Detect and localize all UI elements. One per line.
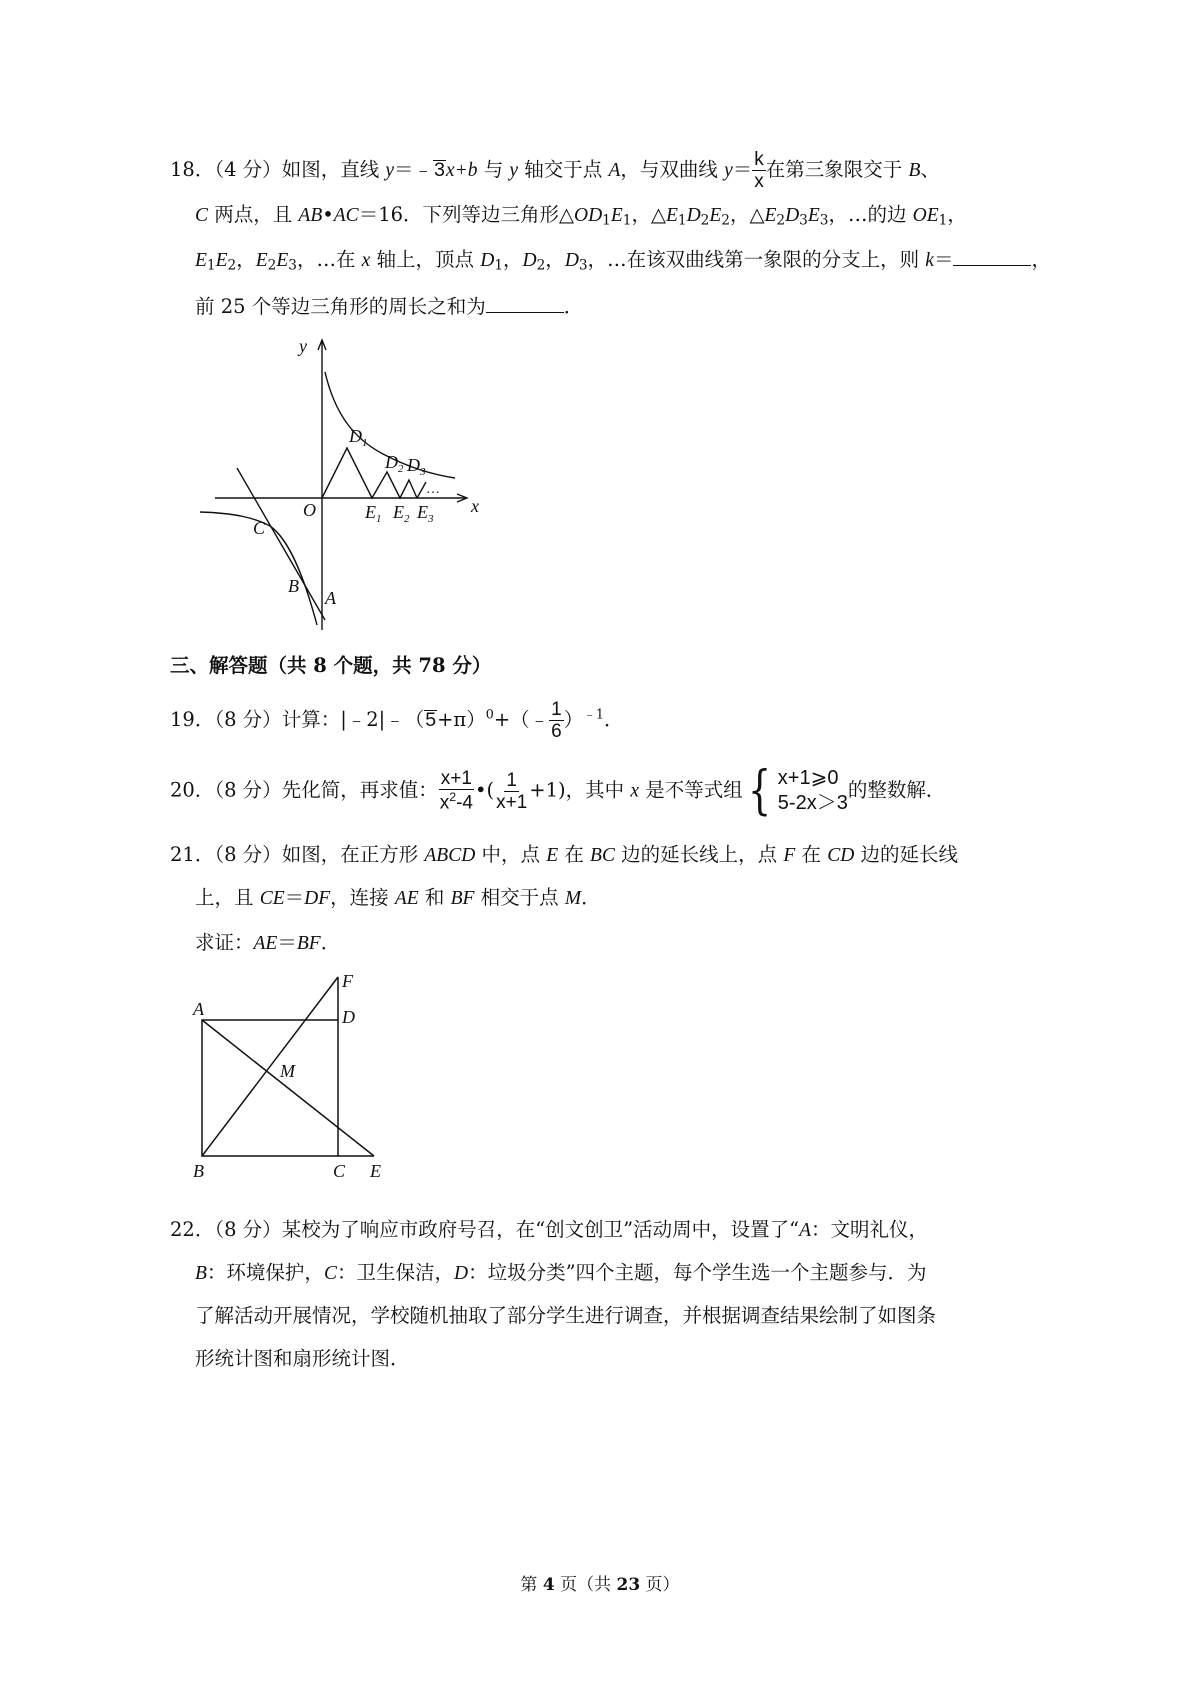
q21-line2: 上，且 CE＝DF，连接 AE 和 BF 相交于点 M．	[195, 886, 601, 909]
label-O: O	[303, 500, 316, 520]
label-A: A	[193, 999, 204, 1019]
page-footer: 第 4 页（共 23 页）	[520, 1575, 680, 1595]
segment-bf	[202, 977, 338, 1156]
q18-line1: 18．（4 分）如图，直线 y＝﹣3x+b 与 y 轴交于点 A，与双曲线 y＝ $\frac{k}{x}$ 在第三象限交于 B、	[170, 149, 940, 192]
q22-line1: 22．（8 分）某校为了响应市政府号召，在“创文创卫”活动周中，设置了“A：文明礼仪，	[170, 1218, 929, 1241]
label-E: E	[370, 1161, 381, 1181]
fraction-1-over-x1: $\frac{1}{x+1}$	[496, 769, 528, 813]
label-y: y	[299, 336, 307, 356]
q18-line4: 前 25 个等边三角形的周长之和为 ．	[195, 295, 584, 318]
label-B: B	[288, 576, 299, 596]
line-ab	[237, 468, 325, 620]
label-C: C	[253, 518, 266, 538]
label-M: M	[280, 1061, 295, 1081]
q22-line4: 形统计图和扇形统计图．	[195, 1347, 410, 1370]
inequality-system: { x+1⩾0 5-2x＞3	[747, 761, 848, 821]
q20: 20．（8 分）先化简，再求值： $\frac{x+1}{x^2-4}$ •( $\frac{1}{x+1}$ +1)，其中 x 是不等式组 { x+1⩾0 5-2x＞3 的整数解．	[170, 761, 946, 821]
figure-21-square	[190, 965, 400, 1185]
label-D3: $D_3$	[407, 455, 426, 478]
total-pages: 23	[616, 1575, 641, 1595]
label-D: D	[342, 1007, 355, 1027]
label-C: C	[333, 1161, 346, 1181]
segment-ae	[202, 1020, 374, 1156]
section-3-title: 三、解答题（共 8 个题，共 78 分）	[170, 654, 492, 677]
square-abcd	[202, 1020, 338, 1156]
q18-line2: C 两点，且 AB•AC＝16．下列等边三角形$\triangle OD_1E_1$，$\triangle E_1D_2E_2$，$\triangle E_2D_3E_3$，…的边 $OE_1$，	[195, 203, 967, 229]
label-dots: …	[427, 482, 440, 497]
q22-line2: B：环境保护，C：卫生保洁，D：垃圾分类”四个主题，每个学生选一个主题参与．为	[195, 1261, 927, 1284]
label-B: B	[193, 1161, 204, 1181]
label-E2: $E_2$	[393, 502, 410, 525]
q21-line1: 21．（8 分）如图，在正方形 ABCD 中，点 E 在 BC 边的延长线上，点 F 在 CD 边的延长线	[170, 843, 958, 866]
label-x: x	[471, 496, 479, 516]
fraction-1-over-6: $\frac{1}{6}$	[551, 699, 562, 742]
sqrt-5: 5	[425, 709, 437, 731]
answer-blank-k	[953, 264, 1031, 266]
label-E1: $E_1$	[365, 502, 382, 525]
label-E3: $E_3$	[417, 502, 434, 525]
label-A: A	[325, 588, 336, 608]
answer-blank-perimeter	[486, 311, 564, 313]
q19: 19．（8 分）计算：$|﹣2|﹣(5+\pi)^0+(﹣$ $\frac{1}{6}$ ）$^{﹣1}$．	[170, 699, 624, 742]
label-D1: $D_1$	[349, 426, 368, 449]
page-number: 4	[542, 1575, 555, 1595]
figure-18-hyperbola	[195, 330, 495, 640]
label-D2: $D_2$	[385, 452, 404, 475]
q22-line3: 了解活动开展情况，学校随机抽取了部分学生进行调查，并根据调查结果绘制了如图条	[195, 1304, 937, 1327]
q18-line3: $E_1E_2$，$E_2E_3$，…在 x 轴上，顶点 $D_1$，$D_2$，$D_3$，…在该双曲线第一象限的分支上，则 k＝ ，	[195, 248, 1051, 274]
label-F: F	[342, 971, 353, 991]
sqrt-3: 3	[434, 159, 445, 181]
fraction-k-over-x: $\frac{k}{x}$	[754, 149, 764, 192]
q21-line3: 求证：AE＝BF．	[195, 931, 341, 954]
fraction-x1-over-x2-4: $\frac{x+1}{x^2-4}$	[439, 768, 473, 814]
